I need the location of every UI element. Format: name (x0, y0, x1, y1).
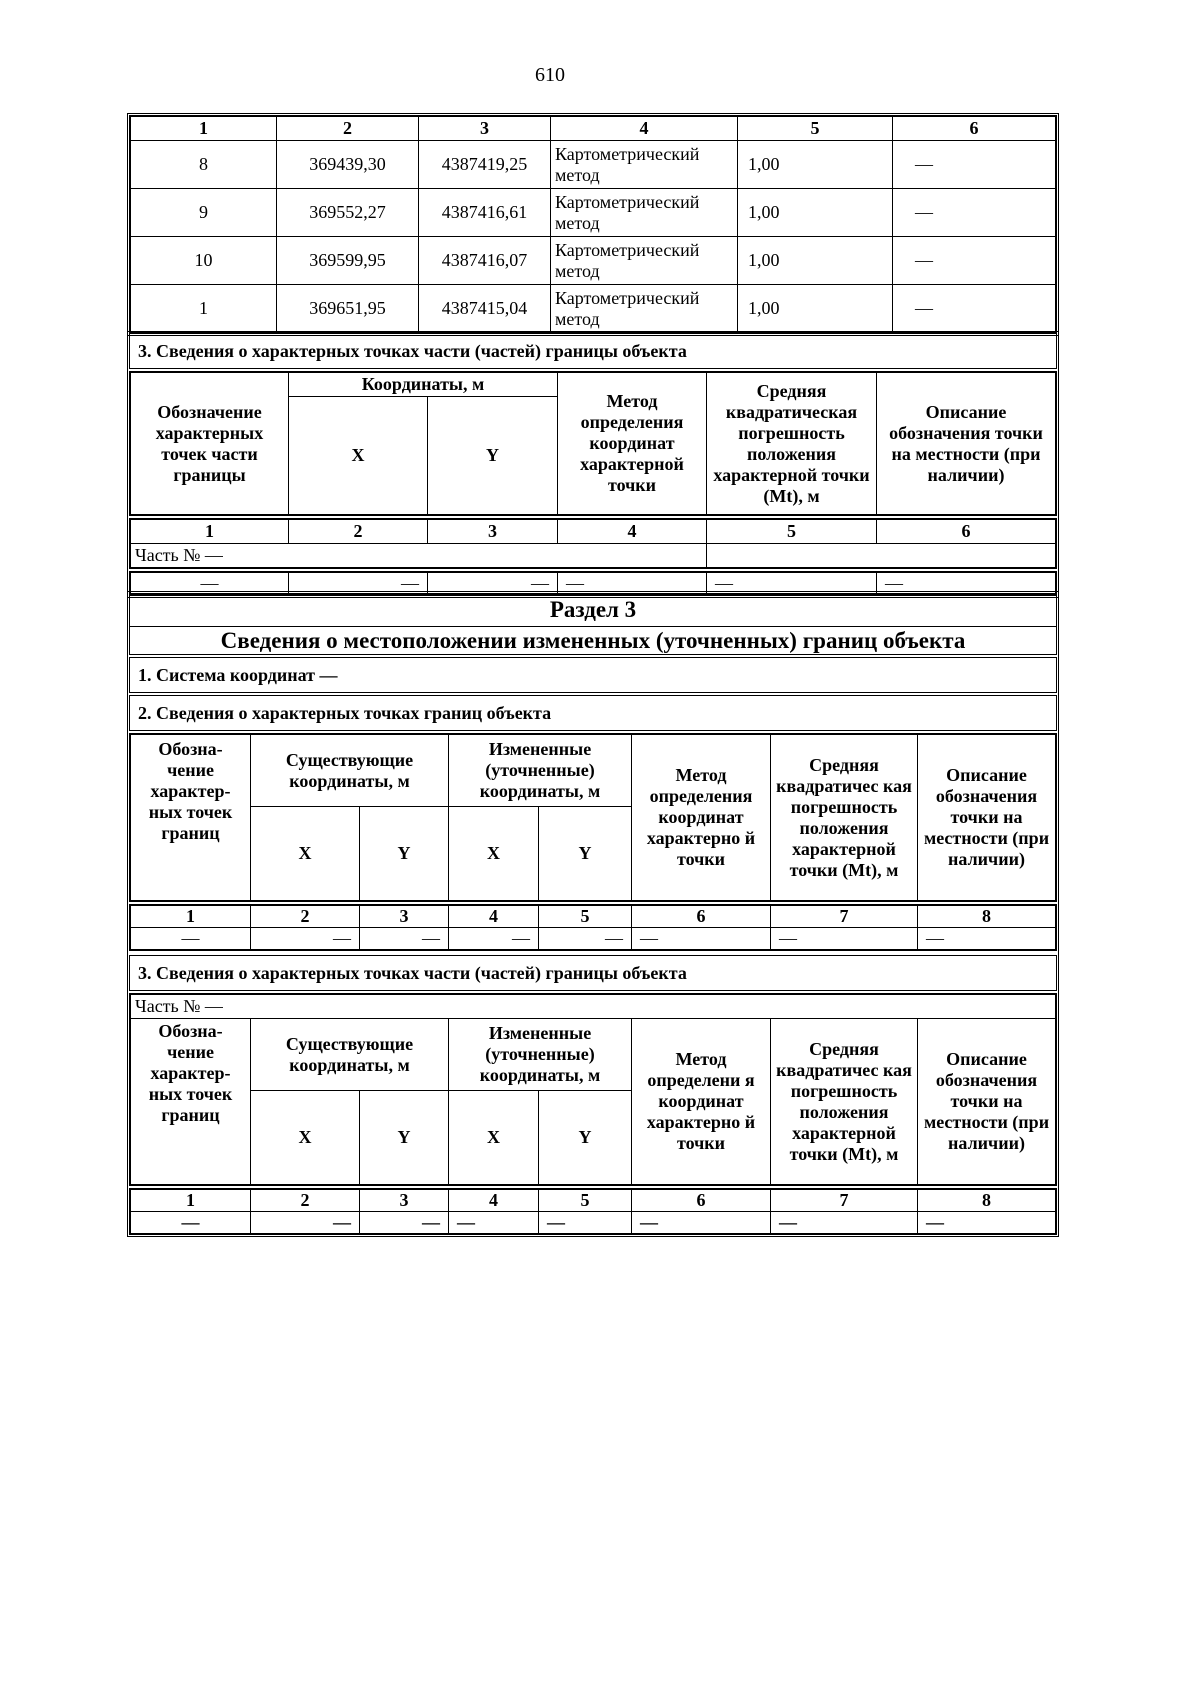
col-num: 5 (738, 117, 893, 141)
method: Картометрический метод (551, 189, 738, 237)
col-num: 6 (632, 906, 771, 928)
col-num: 3 (360, 906, 449, 928)
cell: — (131, 573, 289, 595)
col-num: 2 (289, 520, 428, 544)
col-num: 6 (893, 117, 1056, 141)
header-coordinates: Координаты, м (289, 373, 558, 397)
header-changed-coords: Измененные (уточненные) координаты, м (449, 1019, 632, 1091)
table-row (131, 141, 1056, 189)
col-num: 4 (558, 520, 707, 544)
cell: — (131, 1212, 251, 1234)
description: — (893, 237, 1056, 285)
cell: — (289, 573, 428, 595)
col-num: 4 (449, 906, 539, 928)
header-accuracy: Средняя квадратическая погрешность положения характерной точки (Мt), м (707, 373, 877, 515)
col-num: 1 (131, 117, 277, 141)
col-num: 7 (771, 1190, 918, 1212)
header-y: Y (428, 397, 558, 515)
header-description: Описание обозначения точки на местности (при наличии) (918, 735, 1056, 901)
header-accuracy: Средняя квадратичес кая погрешность положения характерной точки (Мt), м (771, 1019, 918, 1185)
method: Картометрический метод (551, 237, 738, 285)
header-description: Описание обозначения точки на местности (при наличии) (877, 373, 1056, 515)
cell: — (360, 1212, 449, 1234)
section3-part-numbers (130, 1189, 1056, 1234)
cell: — (428, 573, 558, 595)
table-row (131, 285, 1056, 333)
header-y: Y (539, 1091, 632, 1185)
table-row (131, 189, 1056, 237)
page-number: 610 (535, 64, 565, 86)
accuracy: 1,00 (738, 189, 893, 237)
coord-y: 4387419,25 (419, 141, 551, 189)
column-numbers-row (131, 117, 1056, 141)
section-3-block (127, 591, 1059, 1237)
part-points-title: 3. Сведения о характерных точках части (частей) границы объекта (138, 340, 687, 361)
cell: — (449, 928, 539, 950)
col-num: 4 (551, 117, 738, 141)
header-designation: Обозначение характерных точек части границы (131, 373, 289, 515)
cell: — (131, 928, 251, 950)
col-num: 4 (449, 1190, 539, 1212)
col-num: 3 (428, 520, 558, 544)
accuracy: 1,00 (738, 237, 893, 285)
coord-y: 4387416,61 (419, 189, 551, 237)
part-label: Часть № — (131, 544, 707, 568)
point-number: 1 (131, 285, 277, 333)
accuracy: 1,00 (738, 141, 893, 189)
coordinates-table-block (127, 113, 1059, 336)
section3-points-table (130, 734, 1056, 901)
table-row (131, 928, 1056, 950)
cell: — (918, 928, 1056, 950)
cell: — (251, 1212, 360, 1234)
header-y: Y (360, 807, 449, 901)
description: — (893, 189, 1056, 237)
col-num: 1 (131, 1190, 251, 1212)
point-number: 8 (131, 141, 277, 189)
point-number: 9 (131, 189, 277, 237)
col-num: 1 (131, 520, 289, 544)
col-num: 6 (632, 1190, 771, 1212)
cell: — (360, 928, 449, 950)
cell: — (632, 1212, 771, 1234)
section3-part-table (130, 994, 1056, 1185)
section-3-title: Раздел 3 (549, 597, 637, 622)
header-x: X (251, 1091, 360, 1185)
header-y: Y (539, 807, 632, 901)
col-num: 2 (277, 117, 419, 141)
method: Картометрический метод (551, 285, 738, 333)
col-num: 6 (877, 520, 1056, 544)
part-points-numbers (130, 519, 1056, 568)
col-num: 2 (251, 1190, 360, 1212)
col-num: 2 (251, 906, 360, 928)
points-title: 2. Сведения о характерных точках границ объекта (138, 702, 552, 723)
col-num: 5 (707, 520, 877, 544)
header-x: X (449, 1091, 539, 1185)
col-num: 7 (771, 906, 918, 928)
cell: — (877, 573, 1056, 595)
header-designation: Обозна-чение характер-ных точек границ (131, 735, 251, 901)
coord-x: 369599,95 (277, 237, 419, 285)
part-points-table (130, 372, 1056, 515)
coordinates-table (130, 116, 1056, 333)
part-points-block (127, 331, 1059, 598)
point-number: 10 (131, 237, 277, 285)
cell: — (918, 1212, 1056, 1234)
cell: — (632, 928, 771, 950)
header-y: Y (360, 1091, 449, 1185)
header-description: Описание обозначения точки на местности (при наличии) (918, 1019, 1056, 1185)
col-num: 3 (360, 1190, 449, 1212)
cell: — (539, 1212, 632, 1234)
header-method: Метод определения координат характерно й точки (632, 735, 771, 901)
header-x: X (289, 397, 428, 515)
table-row (131, 237, 1056, 285)
part-label: Часть № — (131, 995, 1056, 1019)
header-accuracy: Средняя квадратичес кая погрешность положения характерной точки (Мt), м (771, 735, 918, 901)
header-changed-coords: Измененные (уточненные) координаты, м (449, 735, 632, 807)
col-num: 3 (419, 117, 551, 141)
description: — (893, 141, 1056, 189)
section-3-heading (129, 593, 1057, 655)
coord-x: 369651,95 (277, 285, 419, 333)
coord-x: 369439,30 (277, 141, 419, 189)
coord-y: 4387415,04 (419, 285, 551, 333)
col-num: 5 (539, 906, 632, 928)
cell: — (771, 1212, 918, 1234)
header-designation: Обозна-чение характер-ных точек границ (131, 1019, 251, 1185)
part-title: 3. Сведения о характерных точках части (частей) границы объекта (138, 962, 687, 983)
col-num: 5 (539, 1190, 632, 1212)
header-x: X (251, 807, 360, 901)
header-method: Метод определени я координат характерно й точки (632, 1019, 771, 1185)
cell: — (771, 928, 918, 950)
accuracy: 1,00 (738, 285, 893, 333)
section3-points-numbers (130, 905, 1056, 950)
col-num: 8 (918, 906, 1056, 928)
header-existing-coords: Существующие координаты, м (251, 1019, 449, 1091)
table-row (131, 1212, 1056, 1234)
description: — (893, 285, 1056, 333)
header-x: X (449, 807, 539, 901)
coord-system-label: 1. Система координат — (138, 664, 338, 685)
cell: — (251, 928, 360, 950)
header-method: Метод определения координат характерной точки (558, 373, 707, 515)
cell: — (558, 573, 707, 595)
col-num: 1 (131, 906, 251, 928)
col-num: 8 (918, 1190, 1056, 1212)
cell: — (707, 573, 877, 595)
coord-y: 4387416,07 (419, 237, 551, 285)
coord-x: 369552,27 (277, 189, 419, 237)
cell: — (539, 928, 632, 950)
cell: — (449, 1212, 539, 1234)
header-existing-coords: Существующие координаты, м (251, 735, 449, 807)
method: Картометрический метод (551, 141, 738, 189)
section-3-subtitle: Сведения о местоположении измененных (уточненных) границ объекта (130, 626, 1056, 655)
